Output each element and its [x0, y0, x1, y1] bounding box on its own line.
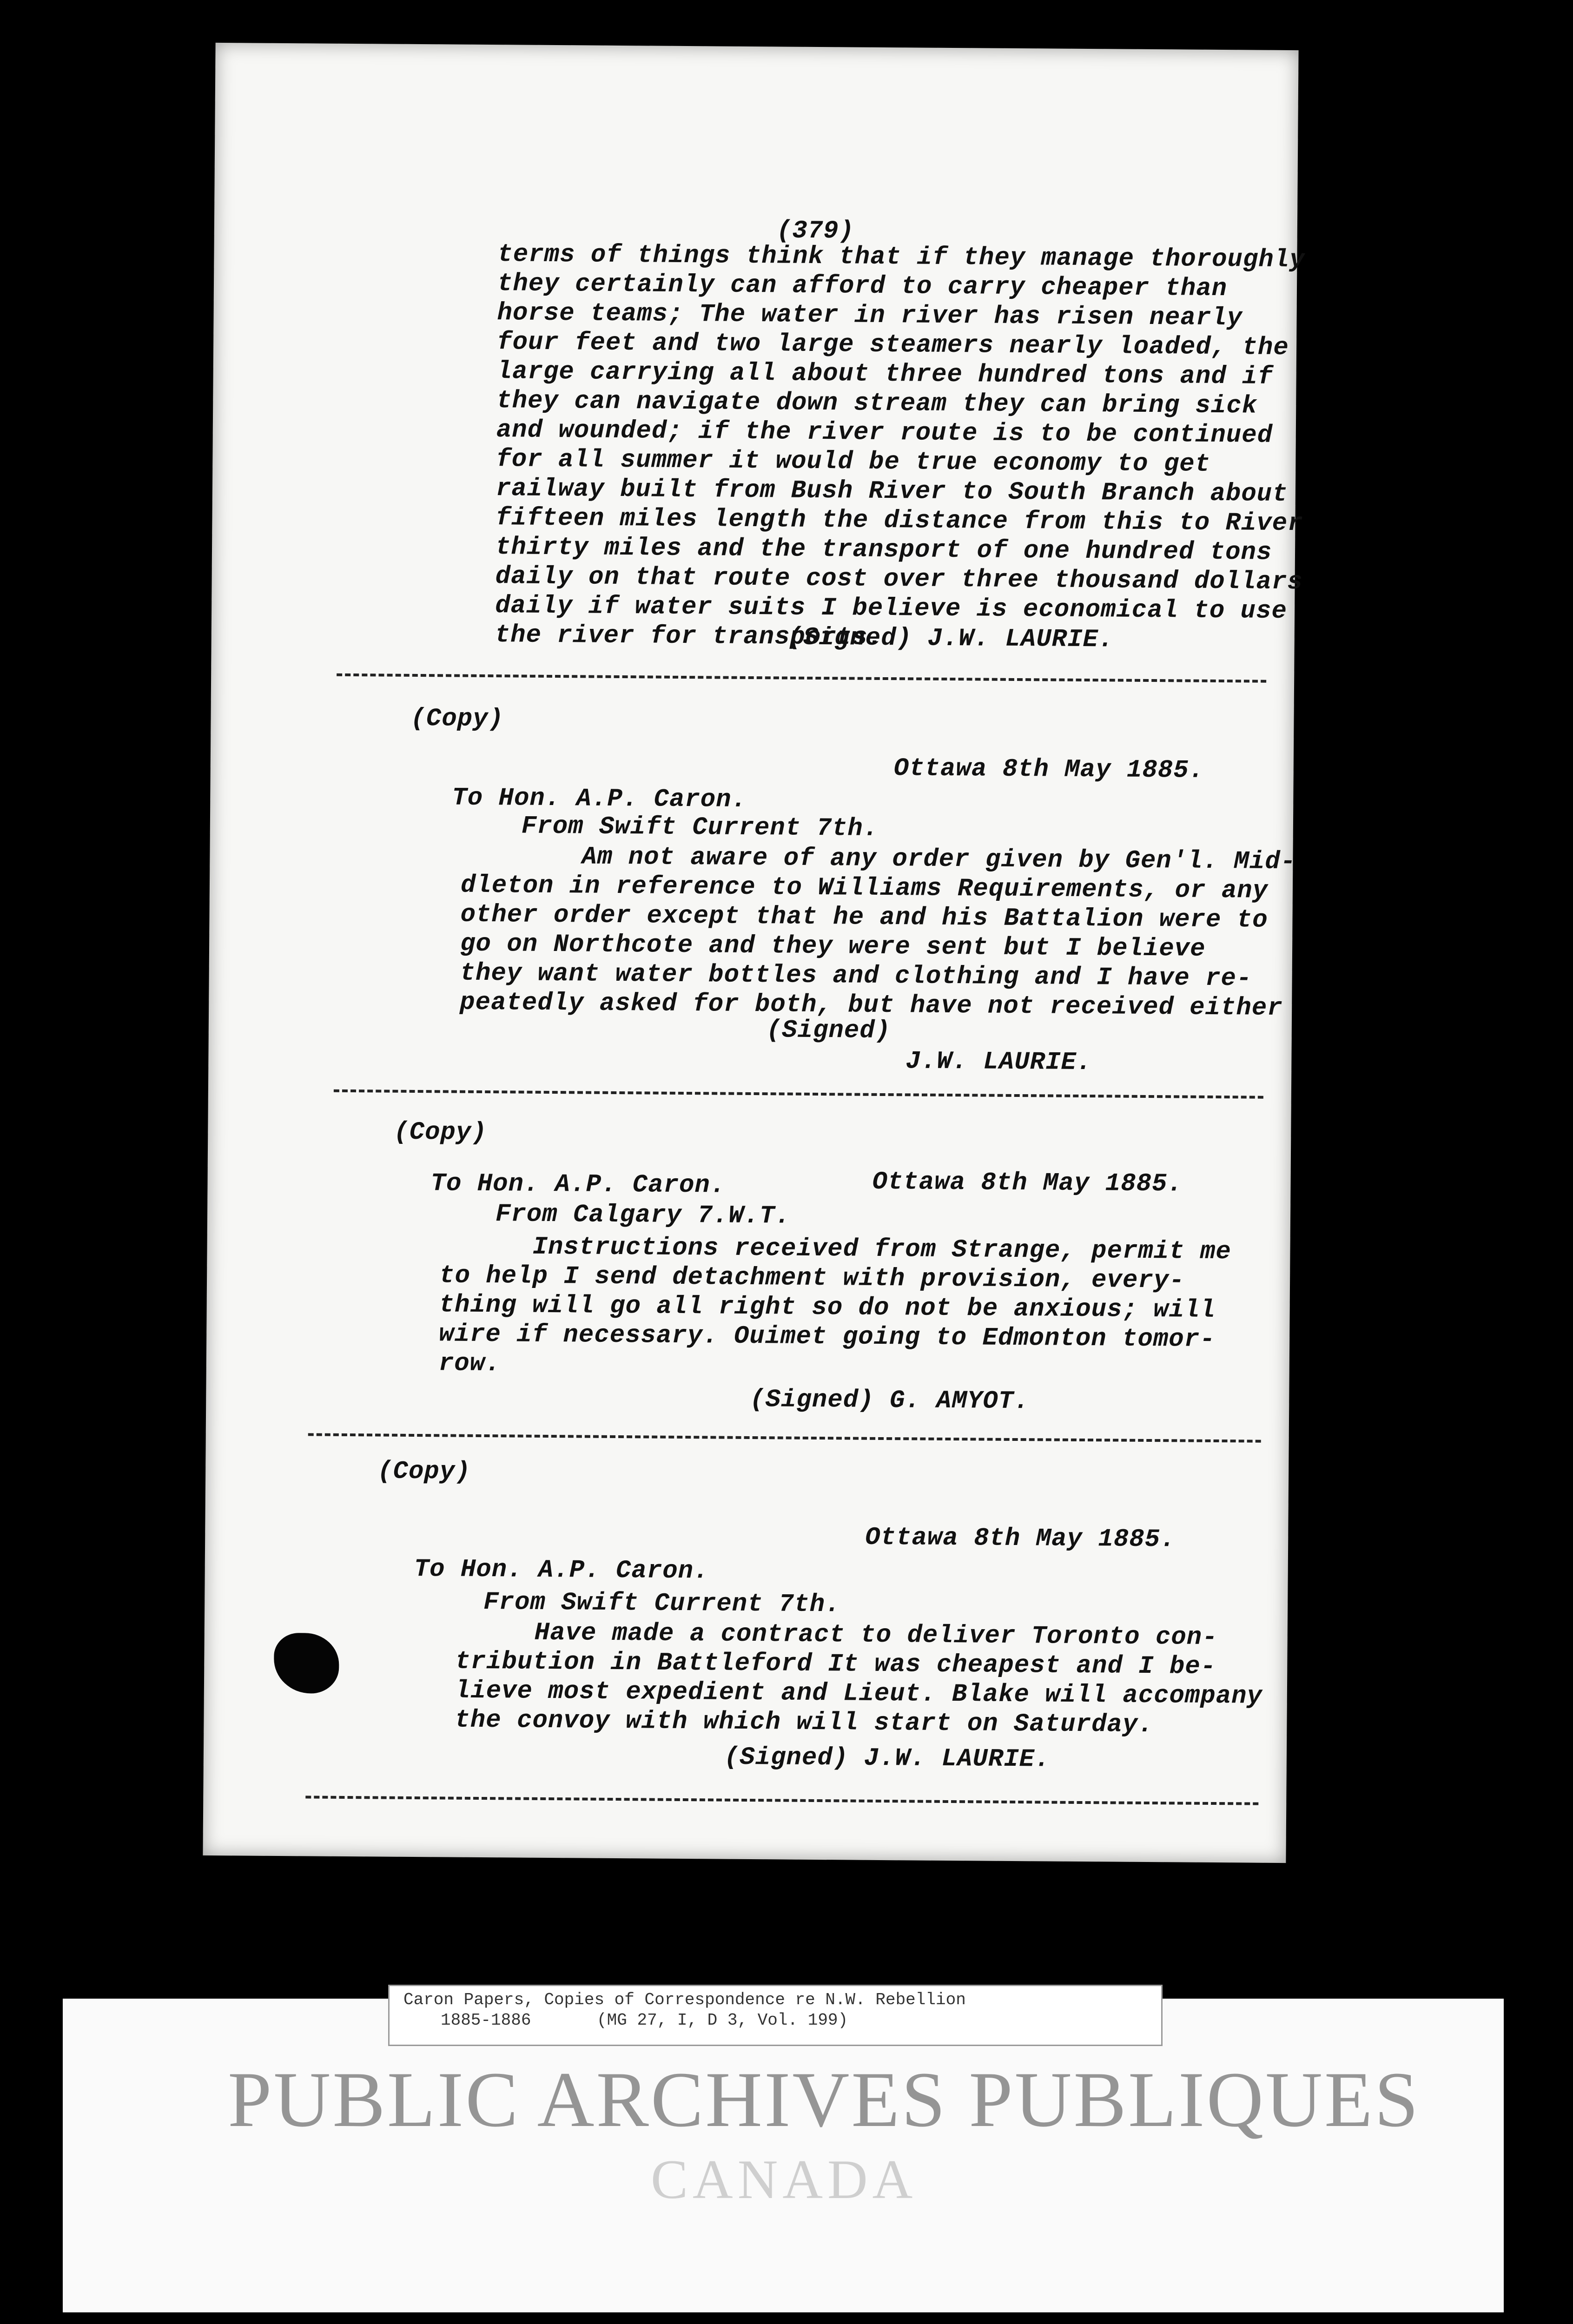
archives-stamp-sub: CANADA	[651, 2148, 918, 2210]
telegram-2-signed: (Signed)	[766, 1016, 891, 1046]
text-line: other order except that he and his Battalion were to	[460, 900, 1268, 935]
text-line: peatedly asked for both, but have not received either	[460, 988, 1283, 1023]
text-line: they can navigate down stream they can bring sick	[496, 387, 1258, 421]
telegram-3-copy-label: (Copy)	[394, 1118, 487, 1148]
text-line: thing will go all right so do not be anxious; will	[439, 1291, 1216, 1325]
archive-volume-ref: (MG 27, I, D 3, Vol. 199)	[597, 2011, 848, 2030]
telegram-4-date: Ottawa 8th May 1885.	[865, 1523, 1176, 1554]
text-line: tribution in Battleford It was cheapest and I be-	[455, 1647, 1216, 1682]
archive-date-range: 1885-1886	[441, 2011, 531, 2030]
telegram-3-date: Ottawa 8th May 1885.	[872, 1168, 1183, 1199]
text-line: Have made a contract to deliver Toronto con-	[534, 1618, 1218, 1652]
ink-blot	[274, 1633, 339, 1694]
text-line: go on Northcote and they were sent but I believe	[460, 930, 1206, 964]
text-line: to help I send detachment with provision, every-	[439, 1261, 1185, 1295]
telegram-2-to: To Hon. A.P. Caron.	[452, 784, 747, 814]
text-line: dleton in reference to Williams Requirements, or any	[460, 871, 1269, 905]
archive-reference-line-2	[403, 2010, 1147, 2031]
telegram-2-date: Ottawa 8th May 1885.	[893, 754, 1205, 785]
telegram-3-from: From Calgary 7.W.T.	[495, 1200, 791, 1231]
text-line: for all summer it would be true economy to get	[496, 445, 1211, 479]
telegram-3-to: To Hon. A.P. Caron.	[430, 1169, 726, 1200]
telegram-3-signature: (Signed) G. AMYOT.	[750, 1386, 1030, 1416]
divider	[337, 673, 1266, 683]
text-line: they want water bottles and clothing and I have re-	[460, 959, 1252, 993]
text-line: thirty miles and the transport of one hundred tons	[495, 533, 1272, 567]
text-line: daily on that route cost over three thousand dollars	[495, 562, 1303, 597]
telegram-1-signature: (Signed) J.W. LAURIE.	[787, 623, 1114, 654]
text-line: Instructions received from Strange, permit me	[532, 1233, 1231, 1267]
text-line: and wounded; if the river route is to be continued	[496, 416, 1273, 450]
page-number: (379)	[776, 217, 855, 246]
telegram-4-copy-label: (Copy)	[377, 1457, 471, 1486]
divider	[305, 1796, 1258, 1805]
text-line: wire if necessary. Ouimet going to Edmonton tomor-	[439, 1320, 1216, 1354]
text-line: large carrying all about three hundred tons and if	[496, 357, 1274, 391]
telegram-4-from: From Swift Current 7th.	[483, 1588, 841, 1619]
text-line: they certainly can afford to carry cheaper than	[497, 270, 1228, 304]
archive-reference-line-1: Caron Papers, Copies of Correspondence re N.W. Rebellion	[403, 1990, 966, 2009]
text-line: fifteen miles length the distance from this to River	[496, 504, 1303, 538]
telegram-4-signature: (Signed) J.W. LAURIE.	[724, 1743, 1051, 1774]
telegram-2-signature: J.W. LAURIE.	[905, 1047, 1092, 1077]
telegram-4-to: To Hon. A.P. Caron.	[414, 1555, 709, 1586]
text-line: horse teams; The water in river has risen nearly	[497, 299, 1243, 333]
text-line: the convoy with which will start on Saturday.	[455, 1706, 1154, 1740]
telegram-2-copy-label: (Copy)	[410, 704, 504, 734]
archive-reference-card	[388, 1985, 1163, 2046]
text-line: Am not aware of any order given by Gen'l. Mid-	[582, 843, 1296, 877]
divider	[308, 1433, 1261, 1442]
text-line: lieve most expedient and Lieut. Blake will accompany	[455, 1677, 1263, 1711]
telegram-3-body	[439, 1232, 1231, 1384]
divider	[334, 1089, 1263, 1099]
document-page	[203, 43, 1305, 1863]
telegram-1-body	[495, 240, 1305, 655]
telegram-4-body	[455, 1618, 1263, 1741]
text-line: daily if water suits I believe is economical to use	[495, 592, 1288, 626]
text-line: the river for transports.	[495, 621, 884, 652]
text-line: terms of things think that if they manage thoroughly	[497, 240, 1305, 275]
telegram-2-from: From Swift Current 7th.	[521, 812, 879, 843]
archives-stamp: PUBLIC ARCHIVES PUBLIQUES	[228, 2056, 1421, 2143]
telegram-2-body	[460, 842, 1296, 1023]
text-line: row.	[438, 1349, 501, 1379]
text-line: railway built from Bush River to South Branch about	[496, 475, 1288, 509]
text-line: four feet and two large steamers nearly loaded, the	[496, 328, 1289, 363]
